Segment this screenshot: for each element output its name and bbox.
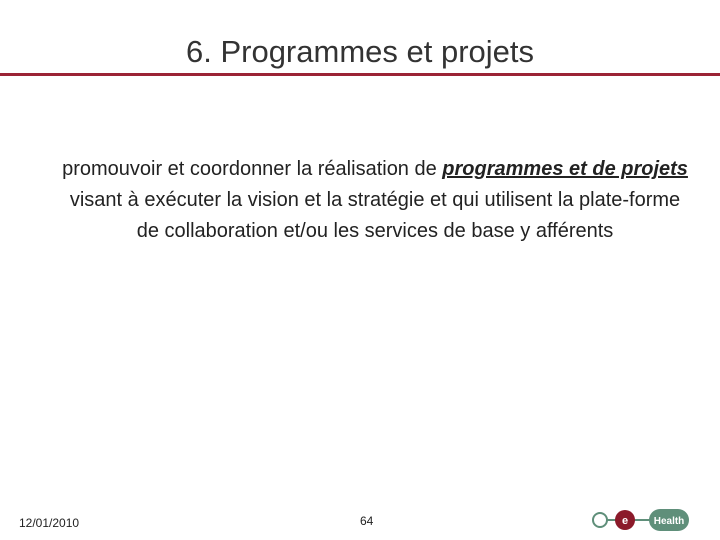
logo-ring-icon [593,513,607,527]
ehealth-logo-icon [591,506,691,534]
logo-word: Health [653,516,685,527]
title-divider [0,73,720,76]
body-text-intro: promouvoir et coordonner la réalisation de [62,158,443,180]
page-number: 64 [360,514,374,528]
footer-date: 12/01/2010 [19,516,80,530]
slide-body-text [60,154,690,247]
logo-letter: e [621,515,629,527]
slide-title: 6. Programmes et projets [185,34,535,69]
body-text-rest: visant à exécuter la vision et la stratégie et qui utilisent la plate-forme de collaboration et/ou les services de base y afférents [69,189,681,242]
body-text-emphasis: programmes et de projets [442,158,688,180]
